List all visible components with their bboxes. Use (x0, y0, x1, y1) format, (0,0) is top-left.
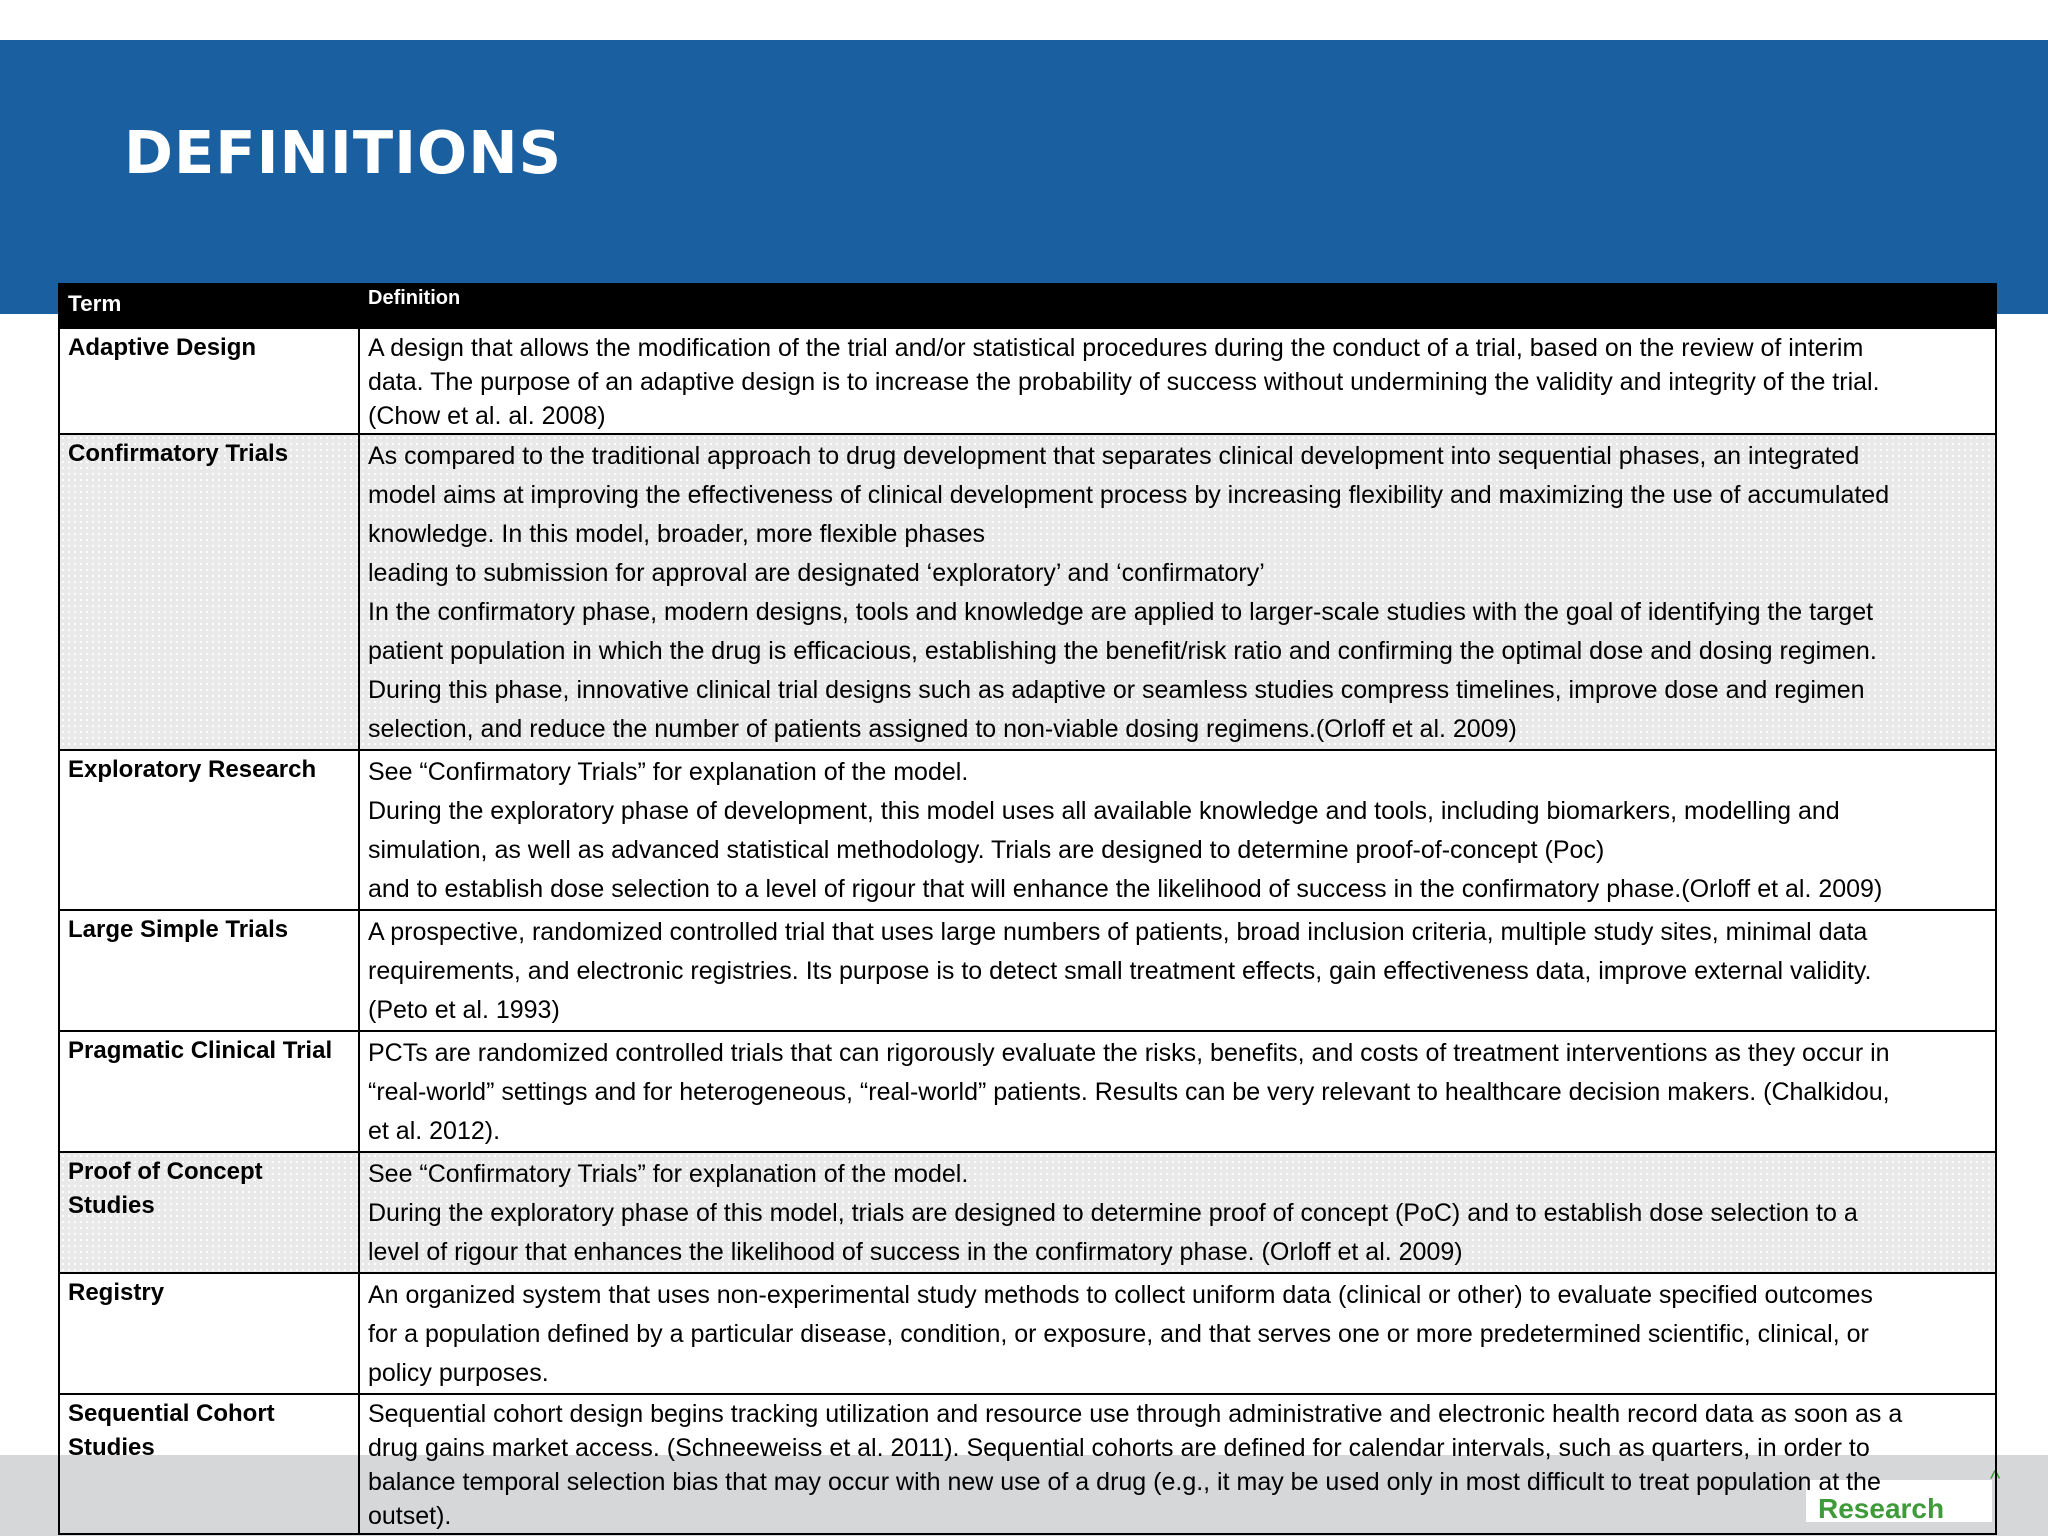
table-row (59, 1152, 1996, 1273)
header-term: Term (59, 284, 359, 328)
table-row (59, 1273, 1996, 1394)
term-cell: Registry (59, 1273, 359, 1394)
definition-line: patient population in which the drug is efficacious, establishing the benefit/risk ratio and confirming the optimal dose and dosing regimen. (368, 637, 1877, 665)
definition-line: selection, and reduce the number of patients assigned to non-viable dosing regimens.(Orloff et al. 2009) (368, 715, 1517, 743)
definition-line: et al. 2012). (368, 1117, 501, 1145)
definition-line: (Peto et al. 1993) (368, 996, 560, 1024)
definition-line: See “Confirmatory Trials” for explanation of the model. (368, 758, 969, 786)
table-header-row (59, 284, 1996, 328)
definition-line: During the exploratory phase of this model, trials are designed to determine proof of concept (PoC) and to establish dose selection to a (368, 1199, 1858, 1227)
definition-line: outset). (368, 1502, 452, 1530)
definition-line: level of rigour that enhances the likelihood of success in the confirmatory phase. (Orloff et al. 2009) (368, 1238, 1463, 1266)
page-title: DEFINITIONS (124, 118, 563, 187)
definition-line: A prospective, randomized controlled trial that uses large numbers of patients, broad inclusion criteria, multiple study sites, minimal data (368, 918, 1868, 946)
term-cell: Proof of Concept Studies (59, 1152, 359, 1273)
definition-line: Sequential cohort design begins tracking utilization and resource use through administrative and electronic health record data as soon as a (368, 1400, 1903, 1428)
definition-line: policy purposes. (368, 1359, 549, 1387)
table-row (59, 1031, 1996, 1152)
table-row (59, 910, 1996, 1031)
term-cell: Confirmatory Trials (59, 434, 359, 750)
definition-line: During the exploratory phase of development, this model uses all available knowledge and tools, including biomarkers, modelling and (368, 797, 1840, 825)
definition-line: (Chow et al. al. 2008) (368, 402, 606, 430)
definition-line: model aims at improving the effectiveness of clinical development process by increasing flexibility and maximizing the use of accumulated (368, 481, 1890, 509)
term-cell: Sequential Cohort Studies (59, 1394, 359, 1534)
definition-line: simulation, as well as advanced statistical methodology. Trials are designed to determine proof-of-concept (Poc) (368, 836, 1605, 864)
definition-line: As compared to the traditional approach to drug development that separates clinical development into sequential phases, an integrated (368, 442, 1860, 470)
term-cell: Exploratory Research (59, 750, 359, 910)
definition-line: for a population defined by a particular disease, condition, or exposure, and that serves one or more predetermined scientific, clinical, or (368, 1320, 1869, 1348)
term-cell: Adaptive Design (59, 328, 359, 434)
term-cell: Large Simple Trials (59, 910, 359, 1031)
definition-cell (359, 1152, 1996, 1273)
definition-line: A design that allows the modification of the trial and/or statistical procedures during the conduct of a trial, based on the review of interim (368, 334, 1864, 362)
definition-line: “real-world” settings and for heterogeneous, “real-world” patients. Results can be very relevant to healthcare decision makers. (Chalkidou, (368, 1078, 1890, 1106)
definition-cell (359, 328, 1996, 434)
definition-line: leading to submission for approval are designated ‘exploratory’ and ‘confirmatory’ (368, 559, 1265, 587)
definition-line: drug gains market access. (Schneeweiss et al. 2011). Sequential cohorts are defined for calendar intervals, such as quarters, in order to (368, 1434, 1870, 1462)
definition-line: requirements, and electronic registries. Its purpose is to detect small treatment effects, gain effectiveness data, improve external validity. (368, 957, 1872, 985)
table-row (59, 750, 1996, 910)
footer-leaf-icon: ^ (1990, 1466, 2001, 1491)
definition-cell (359, 1273, 1996, 1394)
definition-line: See “Confirmatory Trials” for explanation of the model. (368, 1160, 969, 1188)
definition-cell (359, 750, 1996, 910)
definition-line: and to establish dose selection to a level of rigour that will enhance the likelihood of success in the confirmatory phase.(Orloff et al. 2009) (368, 875, 1883, 903)
header-definition: Definition (359, 284, 1996, 328)
definition-line: During this phase, innovative clinical trial designs such as adaptive or seamless studies compress timelines, improve dose and regimen (368, 676, 1865, 704)
definition-line: PCTs are randomized controlled trials that can rigorously evaluate the risks, benefits, and costs of treatment interventions as they occur in (368, 1039, 1890, 1067)
definition-line: data. The purpose of an adaptive design is to increase the probability of success without undermining the validity and integrity of the trial. (368, 368, 1880, 396)
table-row (59, 328, 1996, 434)
term-cell: Pragmatic Clinical Trial (59, 1031, 359, 1152)
footer-logo-text: Research (1818, 1496, 1945, 1520)
definition-cell (359, 1394, 1996, 1534)
definitions-table (58, 283, 1997, 1535)
definition-line: In the confirmatory phase, modern designs, tools and knowledge are applied to larger-scale studies with the goal of identifying the target (368, 598, 1874, 626)
definition-cell (359, 910, 1996, 1031)
definition-line: balance temporal selection bias that may occur with new use of a drug (e.g., it may be used only in most difficult to treat population at the (368, 1468, 1881, 1496)
table-row (59, 1394, 1996, 1534)
definition-line: An organized system that uses non-experimental study methods to collect uniform data (clinical or other) to evaluate specified outcomes (368, 1281, 1873, 1309)
definition-line: knowledge. In this model, broader, more flexible phases (368, 520, 986, 548)
definition-cell (359, 1031, 1996, 1152)
definition-cell (359, 434, 1996, 750)
table-row (59, 434, 1996, 750)
